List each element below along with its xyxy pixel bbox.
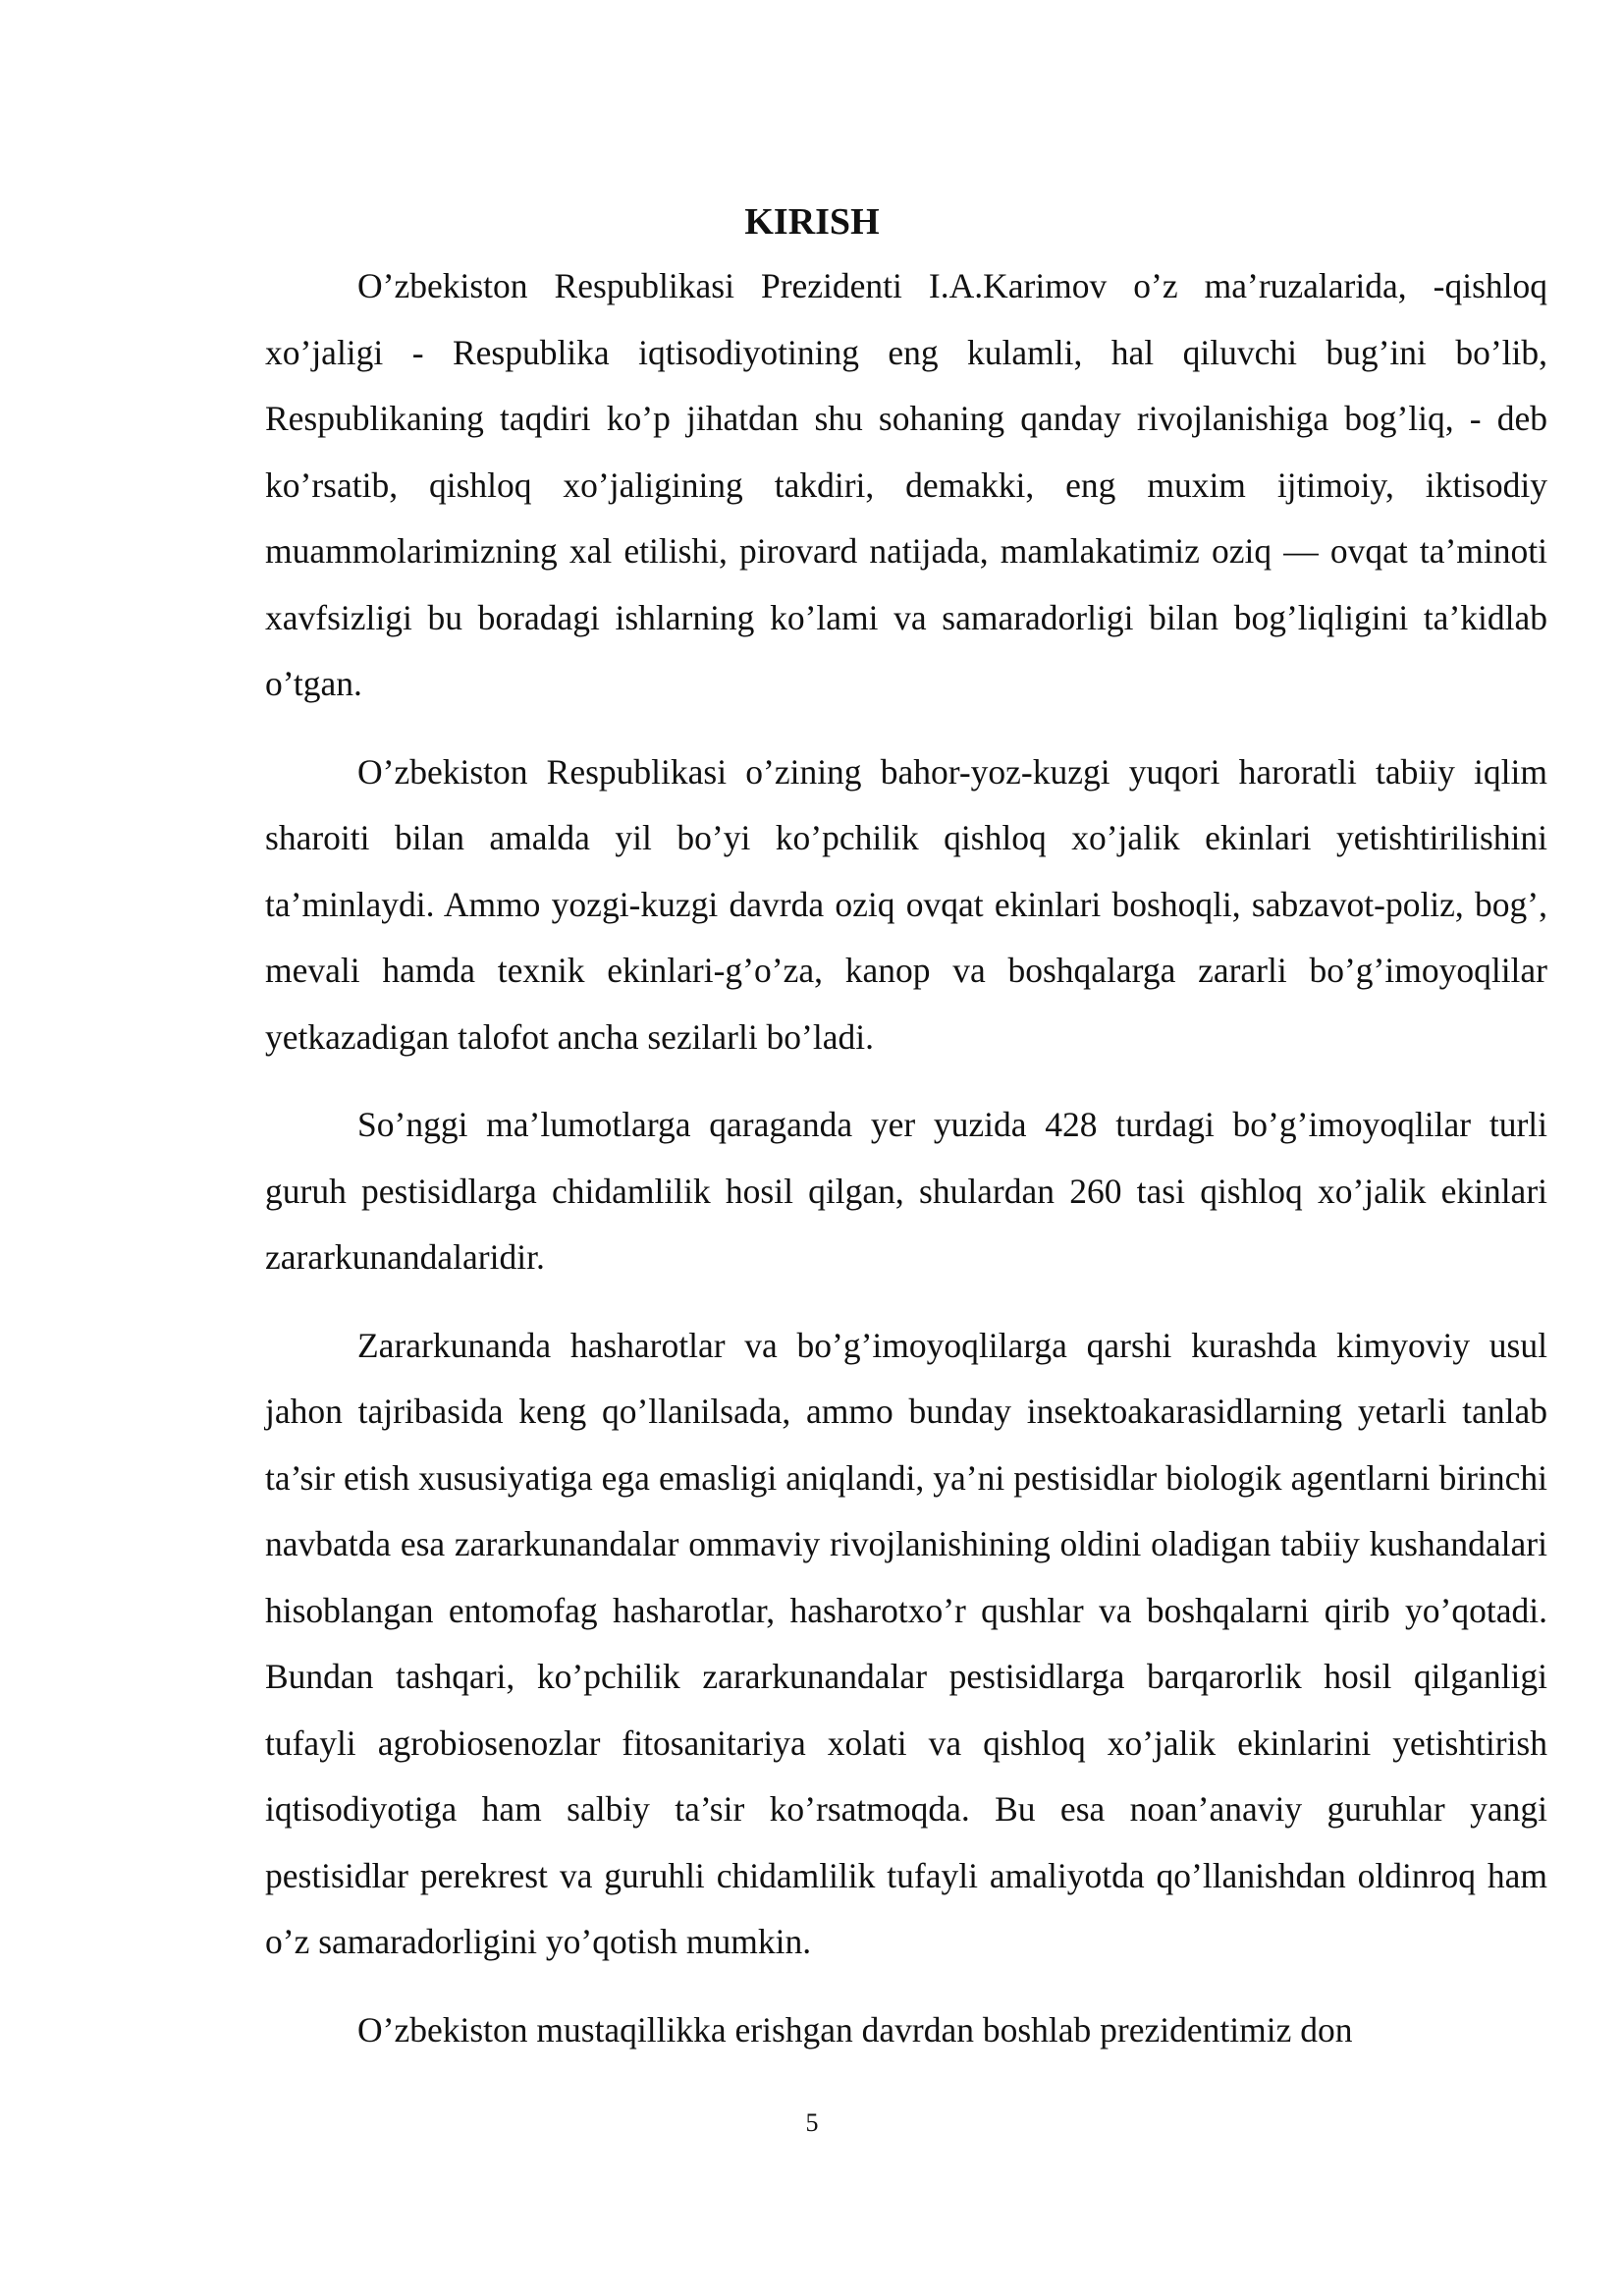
paragraph: O’zbekiston Respublikasi Prezidenti I.A.Karimov o’z ma’ruzalarida, -qishloq xo’jaligi - Respublika iqtisodiyotining eng kulamli, hal qiluvchi bug’ini bo’lib, Respublikaning taqdiri ko’p jihatdan shu sohaning qanday rivojlanishiga bog’liq, - deb ko’rsatib, qishloq xo’jaligining takdiri, demakki, eng muxim ijtimoiy, iktisodiy muammolarimizning xal etilishi, pirovard natijada, mamlakatimiz oziq — ovqat ta’minoti xavfsizligi bu boradagi ishlarning ko’lami va samaradorligi bilan bog’liqligini ta’kidlab o’tgan. [265,266,1547,703]
paragraph: Zararkunanda hasharotlar va bo’g’imoyoqlilarga qarshi kurashda kimyoviy usul jahon tajribasida keng qo’llanilsada, ammo bunday insektoakarasidlarning yetarli tanlab ta’sir etish xususiyatiga ega emasligi aniqlandi, ya’ni pestisidlar biologik agentlarni birinchi navbatda esa zararkunandalar ommaviy rivojlanishining oldini oladigan tabiiy kushandalari hisoblangan entomofag hasharotlar, hasharotxo’r qushlar va boshqalarni qirib yo’qotadi. Bundan tashqari, ko’pchilik zararkunandalar pestisidlarga barqarorlik hosil qilganligi tufayli agrobiosenozlar fitosanitariya xolati va qishloq xo’jalik ekinlarini yetishtirish iqtisodiyotiga ham salbiy ta’sir ko’rsatmoqda. Bu esa noan’anaviy guruhlar yangi pestisidlar perekrest va guruhli chidamlilik tufayli amaliyotda qo’llanishdan oldinroq ham o’z samaradorligini yo’qotish mumkin. [265,1325,1547,1961]
document-body [265,253,1547,2063]
paragraph: So’nggi ma’lumotlarga qaraganda yer yuzida 428 turdagi bo’g’imoyoqlilar turli guruh pestisidlarga chidamlilik hosil qilgan, shulardan 260 tasi qishloq xo’jalik ekinlari zararkunandalaridir. [265,1105,1547,1277]
page-number: 5 [805,2108,819,2137]
page-title: KIRISH [744,201,880,243]
paragraph: O’zbekiston Respublikasi o’zining bahor-yoz-kuzgi yuqori haroratli tabiiy iqlim sharoiti bilan amalda yil bo’yi ko’pchilik qishloq xo’jalik ekinlari yetishtirilishini ta’minlaydi. Ammo yozgi-kuzgi davrda oziq ovqat ekinlari boshoqli, sabzavot-poliz, bog’, mevali hamda texnik ekinlari-g’o’za, kanop va boshqalarga zararli bo’g’imoyoqlilar yetkazadigan talofot ancha sezilarli bo’ladi. [265,751,1547,1057]
paragraph: O’zbekiston mustaqillikka erishgan davrdan boshlab prezidentimiz don [357,2009,1353,2050]
